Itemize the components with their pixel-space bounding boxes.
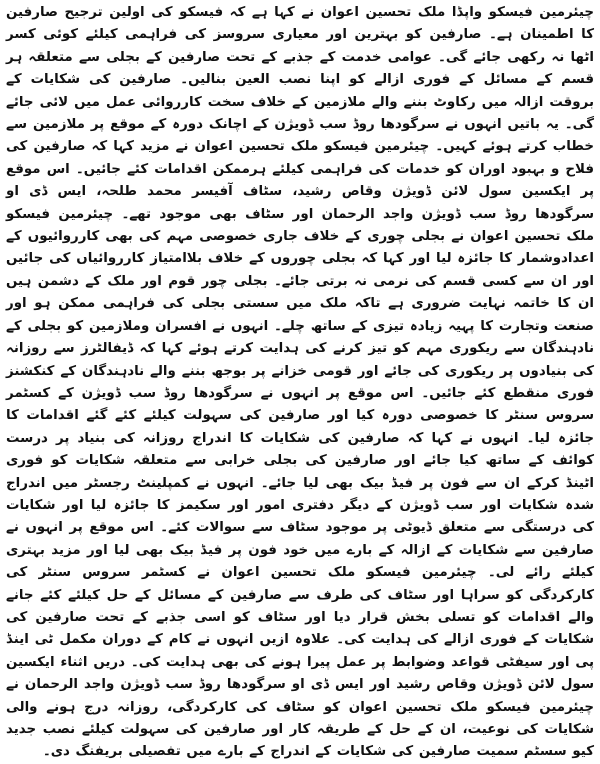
article-body: چیئرمین فیسکو واپڈا ملک تحسین اعوان نے کہا ہے کہ فیسکو کی اولین ترجیح صارفین کا اطمینان ہے۔ صارفین کو بہترین اور معیاری سروسز کی فراہمی کیلئے کوئی کسر اٹھا نہ رکھی جائے گی۔ عوامی خدمت کے جذبے کے تحت صارفین کے بجلی سے متعلقہ ہر قسم کے مسائل کے فوری ازالے کو اپنا نصب العین بنالیں۔ صارفین کی شکایات کے بروقت ازالہ میں رکاوٹ بننے والے ملازمین کے خلاف سخت کارروائی عمل میں لائی جائے گی۔ یہ باتیں انہوں نے سرگودھا روڈ سب ڈویژن کے اچانک دورہ کے موقع پر ملازمین سے خطاب کرتے ہوئے کہیں۔ چیئرمین فیسکو ملک تحسین اعوان نے مزید کہا کہ صارفین کی فلاح و بہبود اوران کو خدمات کی فراہمی کیلئے ہرممکن اقدامات کئے جائیں۔ اس موقع پر ایکسین سول لائن ڈویژن وقاص رشید، سٹاف آفیسر محمد طلحہ، ایس ڈی او سرگودھا روڈ سب ڈویژن واجد الرحمان اور سٹاف بھی موجود تھے۔ چیئرمین فیسکو ملک تحسین اعوان نے بجلی چوری کے خلاف جاری خصوصی مہم کی بھی کارروائیوں کے اعدادوشمار کا جائزہ لیا اور کہا کہ بجلی چوروں کے خلاف بلاامتیاز کارروائیاں کی جائیں اور ان سے کسی قسم کی نرمی نہ برتی جائے۔ بجلی چور قوم اور ملک کے دشمن ہیں ان کا خاتمہ نہایت ضروری ہے تاکہ ملک میں سستی بجلی کی فراہمی ممکن ہو اور صنعت وتجارت کا پہیہ زیادہ تیزی کے ساتھ چلے۔ انہوں نے افسران وملازمین کو بجلی کے نادہندگان سے ریکوری مہم کو تیز کرنے کی ہدایت کرتے ہوئے کہا کہ ڈیفالٹرز سے روزانہ کی بنیادوں پر ریکوری کی جائے اور قومی خزانے پر بوجھ بننے والے نادہندگان کے کنکشنز فوری منقطع کئے جائیں۔ اس موقع پر انہوں نے سرگودھا روڈ سب ڈویژن کے کسٹمر سروس سنٹر کا خصوصی دورہ کیا اور صارفین کی سہولت کیلئے کئے گئے اقدامات کا جائزہ لیا۔ انہوں نے کہا کہ صارفین کی شکایات کا اندراج روزانہ کی بنیاد پر درست کوائف کے ساتھ کیا جائے اور صارفین کی بجلی خرابی سے متعلقہ شکایات کو فوری اٹینڈ کرکے ان سے فون پر فیڈ بیک بھی لیا جائے۔ انہوں نے کمپلینٹ رجسٹر میں اندراج شدہ شکایات اور سب ڈویژن کے دیگر دفتری امور اور سکیمز کا جائزہ لیا اور شکایات کی درستگی سے متعلق ڈیوٹی پر موجود سٹاف سے سوالات کئے۔ اس موقع پر انہوں نے صارفین سے شکایات کے ازالہ کے بارے میں خود فون پر فیڈ بیک بھی لیا اور مزید بہتری کیلئے رائے لی۔ چیئرمین فیسکو ملک تحسین اعوان نے کسٹمر سروس سنٹر کی کارکردگی کو سراہا اور سٹاف کی طرف سے صارفین کے مسائل کے حل کیلئے کئے جانے والے اقدامات کو تسلی بخش قرار دیا اور سٹاف کو اسی جذبے کے تحت صارفین کی شکایات کے فوری ازالے کی ہدایت کی۔ علاوہ ازیں انہوں نے کام کے دوران مکمل ٹی اینڈ پی اور سیفٹی قواعد وضوابط پر عمل پیرا ہونے کی بھی ہدایت کی۔ دریں اثناء ایکسین سول لائن ڈویژن وقاص رشید اور ایس ڈی او سرگودھا روڈ سب ڈویژن واجد الرحمان نے چیئرمین فیسکو ملک تحسین اعوان کو سٹاف کی کارکردگی، روزانہ درج ہونے والی شکایات کی نوعیت، ان کے حل کے طریقہ کار اور صارفین کی سہولت کیلئے نصب جدید کیو سسٹم سمیت صارفین کی شکایات کے اندراج کے بارے میں تفصیلی بریفنگ دی۔ (6, 5, 594, 760)
